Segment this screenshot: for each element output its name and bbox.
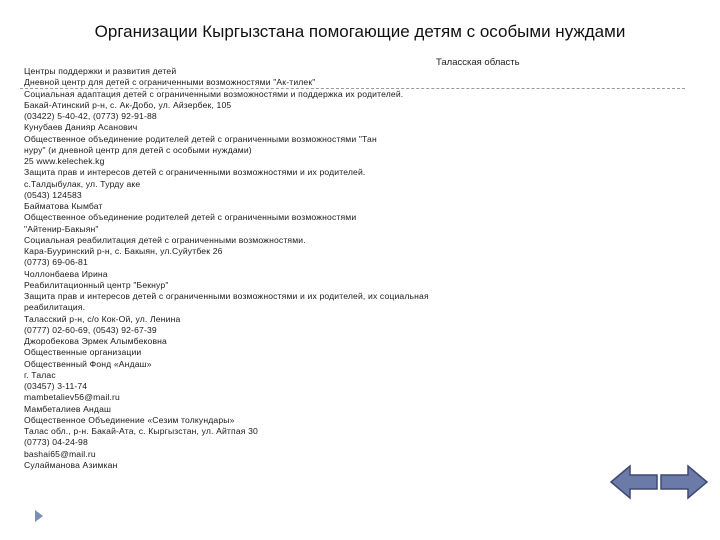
text-line: Чоллонбаева Ирина (24, 268, 108, 279)
text-line: Кара-Бууринский р-н, с. Бакыян, ул.Суйутбек 26 (24, 246, 223, 256)
text-line: Кунубаев Данияр Асанович (24, 122, 138, 133)
text-line: Общественное Объединение «Сезим толкундары» (24, 414, 235, 425)
arrow-left-icon (611, 466, 657, 498)
text-line: (0777) 02-60-69, (0543) 92-67-39 (24, 324, 157, 335)
text-line: Общественный Фонд «Андаш» (24, 358, 152, 369)
text-line: нуру" (и дневной центр для детей с особыми нуждами) (24, 144, 252, 155)
text-line: реабилитация. (24, 302, 86, 313)
page-title: Организации Кыргызстана помогающие детям с особыми нуждами (94, 22, 626, 41)
text-line: с.Талдыбулак, ул. Турду аке (24, 178, 141, 189)
text-line: Реабилитационный центр "Бекнур" (24, 279, 169, 290)
triangle-bullet-icon (33, 508, 45, 524)
text-line: bashai65@mail.ru (24, 448, 96, 459)
text-line: mambetaliev56@mail.ru (24, 392, 120, 403)
navigation-arrows (608, 462, 710, 502)
previous-slide-button[interactable] (611, 466, 657, 498)
text-line: (03422) 5-40-42, (0773) 92-91-88 (24, 111, 157, 121)
text-line: (0543) 124583 (24, 189, 82, 200)
arrow-right-icon (661, 466, 707, 498)
text-line: Общественные организации (24, 347, 142, 358)
text-line: Талас обл., р-н. Бакай-Ата, с. Кыргызстан, ул. Айтпая 30 (24, 426, 258, 436)
text-line: (0773) 04-24-98 (24, 437, 88, 448)
text-line: Джоробекова Эрмек Алымбековна (24, 336, 167, 346)
text-line: Бакай-Атинский р-н, с. Ак-Добо, ул. Айзербек, 105 (24, 99, 232, 110)
text-line: Центры поддержки и развития детей (24, 66, 177, 76)
text-line: "Айтенир-Бакыян" (24, 223, 99, 234)
text-line: Общественное объединение родителей детей с ограниченными возможностями (24, 212, 357, 223)
text-line: Социальная реабилитация детей с ограниченными возможностями. (24, 234, 306, 245)
text-line: Таласский р-н, с/о Кок-Ой, ул. Ленина (24, 313, 181, 324)
text-line: Байматова Кымбат (24, 201, 103, 211)
text-line: 25 www.kelechek.kg (24, 156, 105, 166)
text-line: г. Талас (24, 369, 56, 380)
next-slide-button[interactable] (661, 466, 707, 498)
text-line: Сулайманова Азимкан (24, 459, 118, 470)
text-line: Общественное объединение родителей детей с ограниченными возможностями "Тан (24, 133, 377, 144)
region-label: Таласская область (436, 57, 520, 68)
text-line: Защита прав и интересов детей с ограниченными возможностями и их родителей, их социальная (24, 291, 429, 301)
organization-list (24, 66, 524, 471)
text-line: (03457) 3-11-74 (24, 381, 88, 391)
text-line: Дневной центр для детей с ограниченными возможностями "Ак-тилек" (24, 77, 316, 88)
text-line: Мамбеталиев Андаш (24, 403, 112, 414)
text-line: Защита прав и интересов детей с ограниченными возможностями и их родителей. (24, 167, 366, 178)
text-line: Социальная адаптация детей с ограниченными возможностями и поддержка их родителей. (24, 88, 404, 99)
text-line: (0773) 69-06-81 (24, 257, 88, 268)
